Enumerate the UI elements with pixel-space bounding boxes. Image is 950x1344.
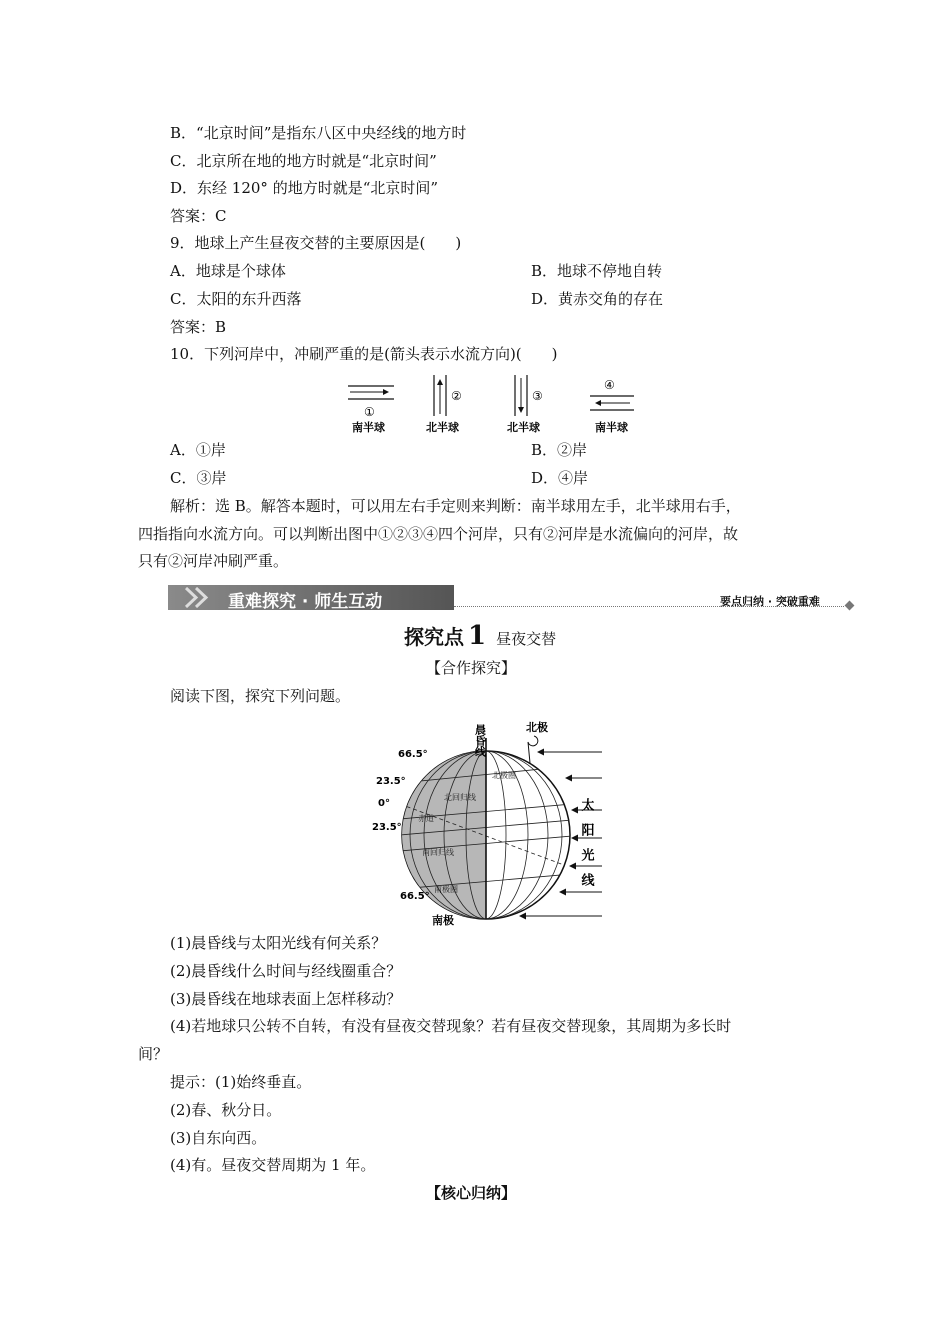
cooperative-inquiry-label: 【合作探究】 [426, 659, 517, 677]
bank-3-number: ③ [532, 389, 543, 403]
bank-2-hemisphere: 北半球 [426, 421, 459, 434]
tropic-cancer-label: 北回归线 [444, 793, 476, 802]
diamond-icon [845, 601, 855, 611]
river-bank-figure [340, 372, 650, 436]
terminator-label: 晨昏线 [473, 724, 487, 757]
globe-figure [370, 708, 610, 930]
q10-stem: 10．下列河岸中，冲刷严重的是(箭头表示水流方向)( ) [170, 345, 558, 363]
lat-label-66s: 66.5° [400, 891, 430, 902]
rotation-arrow-icon [528, 736, 538, 763]
bank-3-hemisphere: 北半球 [507, 421, 540, 434]
lat-label-equator: 0° [378, 798, 390, 809]
bank-1-diagram [348, 386, 394, 434]
bank-4-hemisphere: 南半球 [595, 421, 628, 434]
q9-answer: 答案：B [170, 318, 227, 336]
equator-label: 赤道 [418, 814, 434, 823]
q8-option-b: B．“北京时间”是指东八区中央经线的地方时 [170, 124, 467, 142]
hint-2: (2)春、秋分日。 [170, 1101, 282, 1119]
hint-1: 提示：(1)始终垂直。 [170, 1073, 312, 1091]
south-pole-label: 南极 [432, 914, 454, 927]
q8-answer: 答案：C [170, 207, 227, 225]
lat-label-23n: 23.5° [376, 776, 406, 787]
question-4-cont: 间？ [138, 1045, 169, 1063]
hint-4: (4)有。昼夜交替周期为 1 年。 [170, 1156, 376, 1174]
north-pole-label: 北极 [526, 721, 548, 734]
hint-3: (3)自东向西。 [170, 1129, 267, 1147]
q9-option-b: B．地球不停地自转 [531, 262, 663, 280]
heading-number: 1 [468, 621, 487, 651]
question-1: (1)晨昏线与太阳光线有何关系？ [170, 934, 387, 952]
bank-4-number: ④ [604, 378, 615, 392]
question-3: (3)晨昏线在地球表面上怎样移动？ [170, 990, 402, 1008]
heading-prefix: 探究点 [404, 625, 464, 649]
lat-label-66n: 66.5° [398, 749, 428, 760]
bank-3-diagram [507, 375, 543, 434]
arctic-circle-label: 北极圈 [492, 771, 516, 780]
q10-option-a: A．①岸 [170, 441, 226, 459]
sun-rays-label: 太阳光线 [578, 798, 594, 898]
banner-right-label: 要点归纳 · 突破重难 [720, 595, 820, 608]
section-heading [404, 621, 556, 651]
q10-analysis-line-3: 只有②河岸冲刷严重。 [138, 552, 289, 570]
bank-2-number: ② [451, 389, 462, 403]
q10-option-b: B．②岸 [531, 441, 588, 459]
q9-option-c: C．太阳的东升西落 [170, 290, 302, 308]
q9-stem: 9．地球上产生昼夜交替的主要原因是( ) [170, 234, 462, 252]
chevron-double-icon [182, 587, 216, 608]
section-banner [168, 585, 454, 610]
heading-topic: 昼夜交替 [496, 630, 557, 648]
bank-2-diagram [426, 375, 462, 434]
lat-label-23s: 23.5° [372, 822, 402, 833]
tropic-capricorn-label: 南回归线 [422, 848, 454, 857]
q8-option-d: D．东经 120° 的地方时就是“北京时间” [170, 179, 439, 197]
bank-1-hemisphere: 南半球 [352, 421, 385, 434]
core-summary-label: 【核心归纳】 [426, 1184, 517, 1202]
question-2: (2)晨昏线什么时间与经线圈重合？ [170, 962, 402, 980]
inquiry-intro: 阅读下图，探究下列问题。 [170, 687, 351, 705]
antarctic-circle-label: 南极圈 [434, 885, 458, 894]
q9-option-a: A．地球是个球体 [170, 262, 286, 280]
q10-option-c: C．③岸 [170, 469, 227, 487]
banner-title: 重难探究 · 师生互动 [228, 592, 383, 612]
q10-option-d: D．④岸 [531, 469, 589, 487]
bank-1-number: ① [364, 405, 375, 419]
q10-analysis-line-2: 四指指向水流方向。可以判断出图中①②③④四个河岸，只有②河岸是水流偏向的河岸，故 [138, 525, 739, 543]
q10-analysis-line-1: 解析：选 B。解答本题时，可以用左右手定则来判断：南半球用左手，北半球用右手， [170, 497, 741, 515]
q8-option-c: C．北京所在地的地方时就是“北京时间” [170, 152, 437, 170]
bank-4-diagram [590, 378, 634, 434]
question-4: (4)若地球只公转不自转，有没有昼夜交替现象？若有昼夜交替现象，其周期为多长时 [170, 1017, 732, 1035]
q9-option-d: D．黄赤交角的存在 [531, 290, 664, 308]
